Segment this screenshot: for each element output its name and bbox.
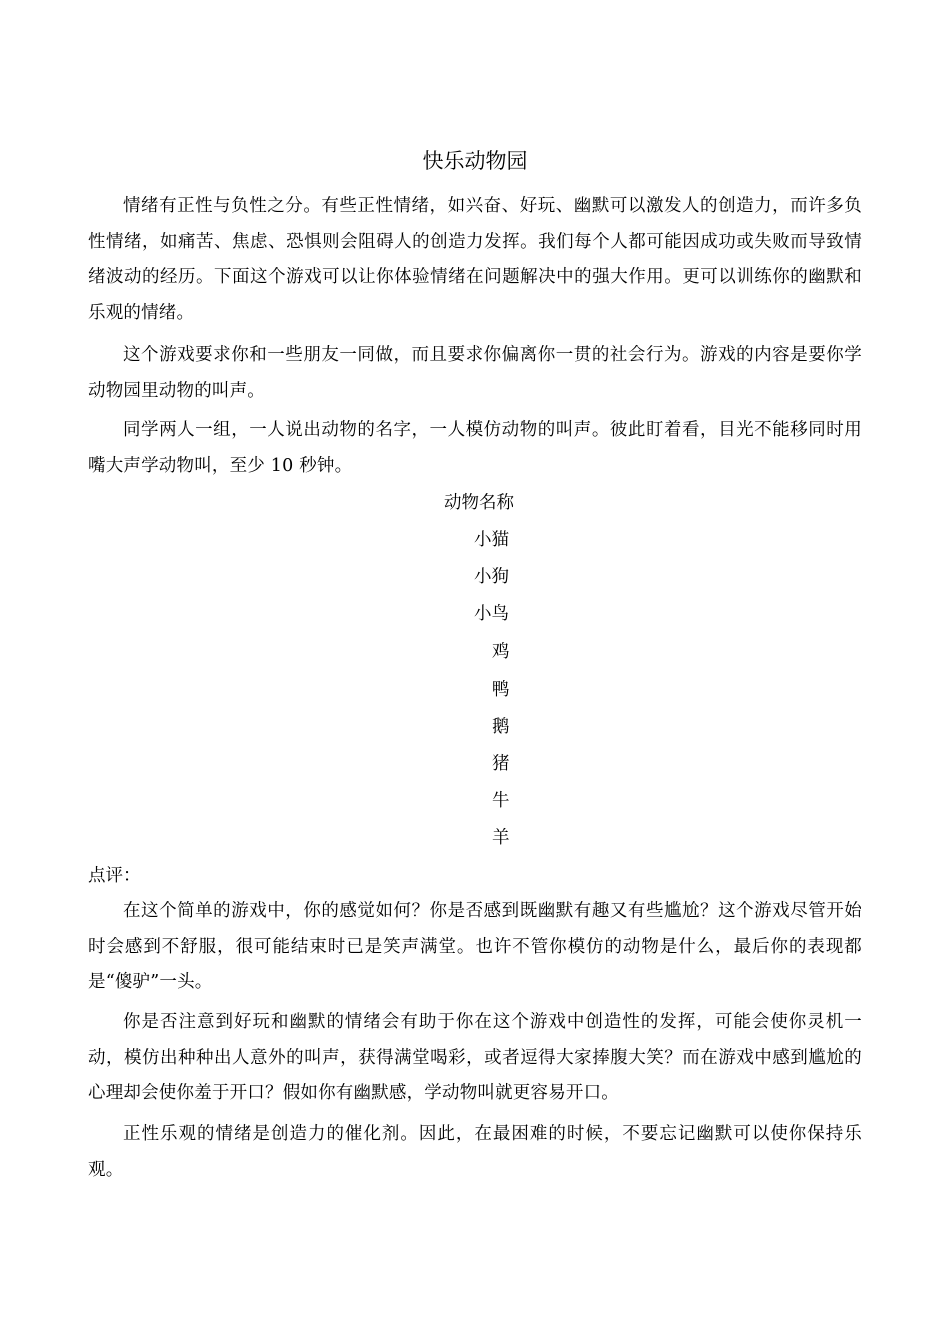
remark-label: 点评： (88, 866, 141, 886)
animal-item-goose: 鹅 (492, 717, 510, 737)
animal-item-pig: 猪 (492, 754, 510, 774)
animal-item-chicken: 鸡 (492, 642, 510, 662)
animal-item-bird: 小鸟 (474, 604, 509, 624)
animal-item-puppy: 小狗 (474, 567, 509, 587)
animal-list-header: 动物名称 (444, 493, 514, 513)
intro-paragraph: 情绪有正性与负性之分。有些正性情绪，如兴奋、好玩、幽默可以激发人的创造力，而许多负性情绪，如痛苦、焦虑、恐惧则会阻碍人的创造力发挥。我们每个人都可能因成功或失败而导致情绪波动的经历。下面这个游戏可以让你体验情绪在问题解决中的强大作用。更可以训练你的幽默和乐观的情绪。 (88, 196, 862, 323)
remark-paragraph-feeling: 在这个简单的游戏中，你的感觉如何？你是否感到既幽默有趣又有些尴尬？这个游戏尽管开始时会感到不舒服，很可能结束时已是笑声满堂。也许不管你模仿的动物是什么，最后你的表现都是“傻驴”一头。 (88, 901, 862, 992)
animal-item-duck: 鸭 (492, 680, 510, 700)
animal-item-cow: 牛 (492, 791, 510, 811)
animal-item-sheep: 羊 (492, 828, 510, 848)
remark-paragraph-humor: 你是否注意到好玩和幽默的情绪会有助于你在这个游戏中创造性的发挥，可能会使你灵机一动，模仿出种种出人意外的叫声，获得满堂喝彩，或者逗得大家捧腹大笑？而在游戏中感到尴尬的心理却会使你羞于开口？假如你有幽默感，学动物叫就更容易开口。 (88, 1012, 862, 1103)
game-description-paragraph: 这个游戏要求你和一些朋友一同做，而且要求你偏离你一贯的社会行为。游戏的内容是要你学动物园里动物的叫声。 (88, 345, 862, 401)
remark-paragraph-conclusion: 正性乐观的情绪是创造力的催化剂。因此，在最困难的时候，不要忘记幽默可以使你保持乐观。 (88, 1124, 862, 1180)
document-title: 快乐动物园 (422, 149, 528, 173)
animal-item-kitten: 小猫 (474, 530, 509, 550)
game-rules-paragraph: 同学两人一组，一人说出动物的名字，一人模仿动物的叫声。彼此盯着看，目光不能移同时用嘴大声学动物叫，至少 10 秒钟。 (88, 420, 862, 476)
